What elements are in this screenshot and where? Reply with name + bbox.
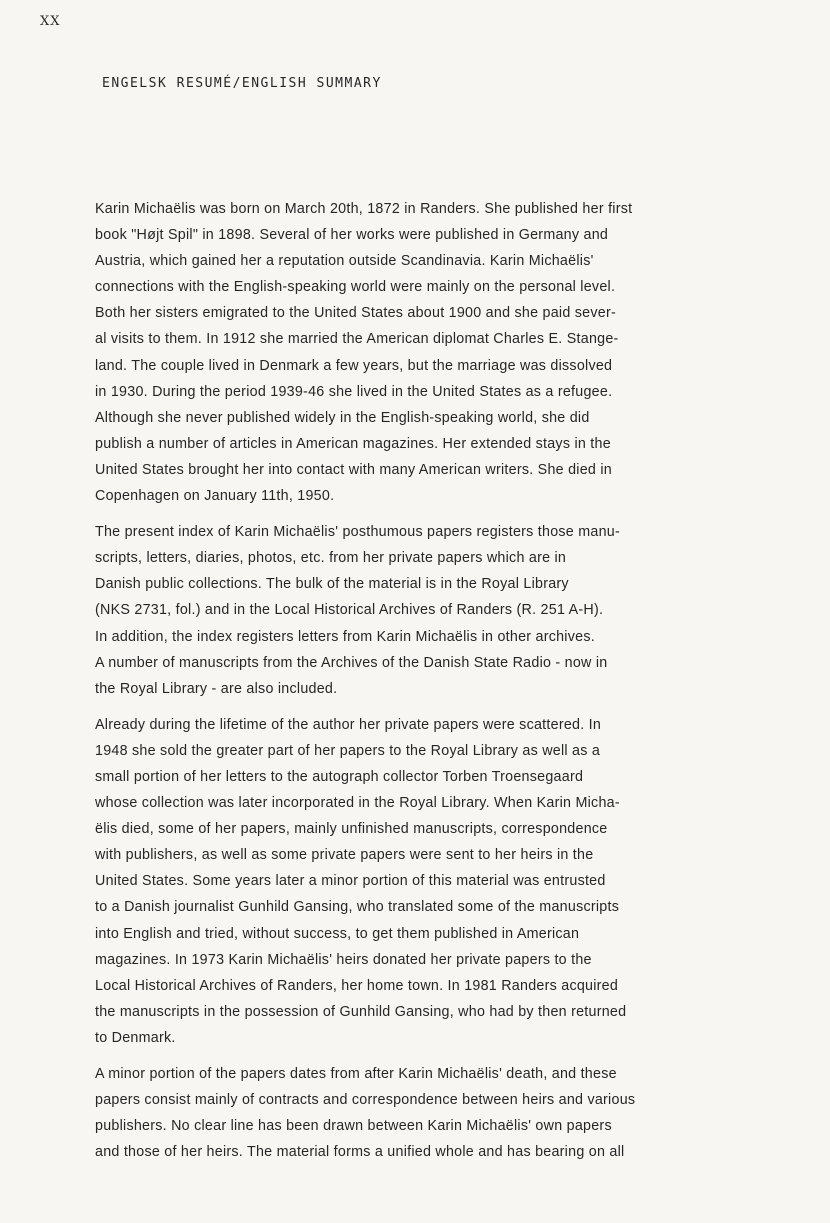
text-line: In addition, the index registers letters from Karin Michaëlis in other archives. xyxy=(95,628,595,645)
text-line: book "Højt Spil" in 1898. Several of her works were published in Germany and xyxy=(95,227,609,244)
text-line: United States. Some years later a minor portion of this material was entrusted xyxy=(95,873,606,890)
paragraph-1 xyxy=(95,196,795,509)
text-line: Local Historical Archives of Randers, her home town. In 1981 Randers acquired xyxy=(95,977,619,994)
text-line: the manuscripts in the possession of Gunhild Gansing, who had by then returned xyxy=(95,1003,627,1020)
text-line: the Royal Library - are also included. xyxy=(95,680,338,697)
paragraph-2 xyxy=(95,519,795,702)
page-number: XX xyxy=(40,14,61,29)
text-line: connections with the English-speaking world were mainly on the personal level. xyxy=(95,279,616,296)
text-line: small portion of her letters to the autograph collector Torben Troensegaard xyxy=(95,768,584,785)
section-heading: ENGELSK RESUMÉ/ENGLISH SUMMARY xyxy=(102,76,382,91)
text-line: 1948 she sold the greater part of her papers to the Royal Library as well as a xyxy=(95,742,601,759)
text-line: Danish public collections. The bulk of the material is in the Royal Library xyxy=(95,576,569,593)
text-line: al visits to them. In 1912 she married the American diplomat Charles E. Stange- xyxy=(95,331,619,348)
text-line: A minor portion of the papers dates from after Karin Michaëlis' death, and these xyxy=(95,1066,617,1082)
text-line: magazines. In 1973 Karin Michaëlis' heirs donated her private papers to the xyxy=(95,951,592,968)
paragraph-4 xyxy=(95,1061,795,1165)
text-line: land. The couple lived in Denmark a few years, but the marriage was dissolved xyxy=(95,357,613,374)
paragraph-3 xyxy=(95,712,795,1051)
text-line: ëlis died, some of her papers, mainly unfinished manuscripts, correspondence xyxy=(95,821,608,838)
text-line: papers consist mainly of contracts and correspondence between heirs and various xyxy=(95,1092,636,1109)
text-line: into English and tried, without success, to get them published in American xyxy=(95,925,580,942)
text-line: to Denmark. xyxy=(95,1029,176,1046)
text-line: Although she never published widely in the English-speaking world, she did xyxy=(95,409,590,426)
text-line: The present index of Karin Michaëlis' posthumous papers registers those manu- xyxy=(95,524,621,541)
text-line: to a Danish journalist Gunhild Gansing, who translated some of the manuscripts xyxy=(95,899,620,916)
body-text xyxy=(95,196,795,1175)
text-line: in 1930. During the period 1939-46 she lived in the United States as a refugee. xyxy=(95,383,613,400)
text-line: Austria, which gained her a reputation outside Scandinavia. Karin Michaëlis' xyxy=(95,253,594,270)
text-line: Already during the lifetime of the author her private papers were scattered. In xyxy=(95,716,602,733)
text-line: with publishers, as well as some private papers were sent to her heirs in the xyxy=(95,847,594,864)
text-line: scripts, letters, diaries, photos, etc. from her private papers which are in xyxy=(95,550,567,567)
text-line: (NKS 2731, fol.) and in the Local Historical Archives of Randers (R. 251 A-H). xyxy=(95,602,604,619)
text-line: United States brought her into contact with many American writers. She died in xyxy=(95,461,612,478)
text-line: Karin Michaëlis was born on March 20th, 1872 in Randers. She published her first xyxy=(95,201,633,217)
text-line: A number of manuscripts from the Archives of the Danish State Radio - now in xyxy=(95,654,608,671)
text-line: whose collection was later incorporated in the Royal Library. When Karin Micha- xyxy=(95,795,620,812)
text-line: and those of her heirs. The material forms a unified whole and has bearing on all xyxy=(95,1144,625,1161)
text-line: Both her sisters emigrated to the United States about 1900 and she paid sever- xyxy=(95,305,616,322)
text-line: publishers. No clear line has been drawn between Karin Michaëlis' own papers xyxy=(95,1118,612,1135)
text-line: Copenhagen on January 11th, 1950. xyxy=(95,488,335,505)
text-line: publish a number of articles in American magazines. Her extended stays in the xyxy=(95,435,611,452)
